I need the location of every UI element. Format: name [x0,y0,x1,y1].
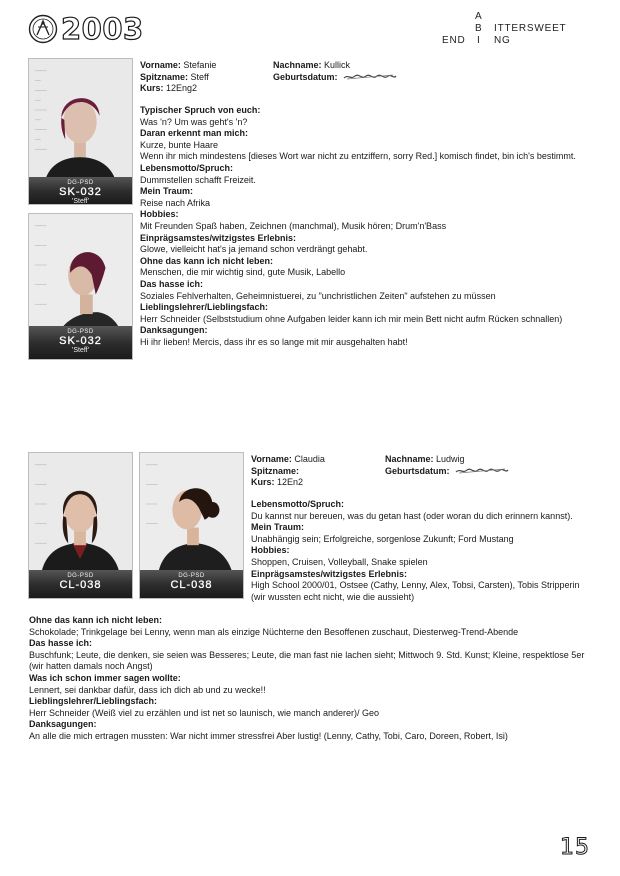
person1-photo-profile [28,213,133,360]
page-number: 15 [560,835,590,861]
person1-profile-text: Vorname: Stefanie Nachname: Kullick Spitzname: Steff Geburtsdatum: Kurs: 12Eng2 Typischer Spruch von euch: Was 'n? Um was geht's 'n? Daran erkennt man mich: Kurze, bunte Haare Wenn ihr mich mindestens [dieses Wort war nicht zu entziffern, sorry Red.] komisch findet, bin ich's bestimmt. Lebensmotto/Spruch: Dummstellen schafft Freizeit. Mein Traum: Reise nach Afrika Hobbies: Mit Freunden Spaß haben, Zeichnen (manchmal), Musik hören; Drum'n'Bass Einprägsamstes/witzigstes Erlebnis: Glowe, vielleicht hat's ja jemand schon verdrängt gehabt. Ohne das kann ich nicht leben: Menschen, die mir wichtig sind, gute Musik, Labello Das hasse ich: Soziales Fehlverhalten, Geheimnistuerei, zu "unchristlichen Zeiten" aufstehen zu müssen Lieblingslehrer/Lieblingsfach: Herr Schneider (Selbststudium ohne Aufgaben leider kann ich mir mein Bett nicht aufm Rücken schnallen) Danksagungen: Hi ihr lieben! Mercis, dass ihr es so lange mit mir ausgehalten habt! [140,60,576,347]
name-plate: DG-PSD CL-038 [29,570,132,598]
person2-photo-front [28,452,133,599]
person2-photo-profile [139,452,244,599]
redacted-scribble-icon [455,467,509,475]
person2-profile-text-continued: Ohne das kann ich nicht leben: Schokolade; Trinkgelage bei Lenny, wenn man als einzige Nüchterne den Besoffenen zuschaut, Diesterweg-Trend-Abende Das hasse ich: Buschfunk; Leute, die denken, sie seien was Besseres; Leute, die man fast nie lachen sieht; Mittwoch 9. Std. Kunst; Kleine, respektlose 5er (wir hatten damals noch Angst) Was ich schon immer sagen wollte: Lennert, sei dankbar dafür, dass ich dich ab und zu wecke!! Lieblingslehrer/Lieblingsfach: Herr Schneider (Weiß viel zu erzählen und ist net so launisch, wie manch anderer)/ Geo Danksagungen: An alle die mich ertragen mussten: War nicht immer stressfrei Aber lustig! (Lenny, Cathy, Tobi, Caro, Doreen, Robert, Isi) [29,615,585,741]
name-plate: DG-PSD CL-038 [140,570,243,598]
bittersweet-ending-motto: A B ITTERSWEET END I NG [442,11,567,46]
person1-photo-front [28,58,133,205]
year-title: 2003 [61,12,144,46]
name-plate: DG-PSD SK-032 'Steff' [29,177,132,204]
redacted-scribble-icon [343,73,397,81]
yearbook-emblem-icon [28,14,58,44]
name-plate: DG-PSD SK-032 'Steff' [29,326,132,359]
person2-profile-text: Vorname: Claudia Nachname: Ludwig Spitzname: Geburtsdatum: Kurs: 12En2 Lebensmotto/Spruch: Du kannst nur bereuen, was du getan hast (oder woran du dich erinnern kannst). Mein Traum: Unabhängig sein; Erfolgreiche, sorgenlose Zukunft; Ford Mustang Hobbies: Shoppen, Cruisen, Volleyball, Snake spielen Einprägsamstes/witzigstes Erlebnis: High School 2000/01, Ostsee (Cathy, Lenny, Alex, Tobsi, Carsten), Tobis Stripperin (wir wussten echt nicht, wie die aussieht) [251,454,580,602]
